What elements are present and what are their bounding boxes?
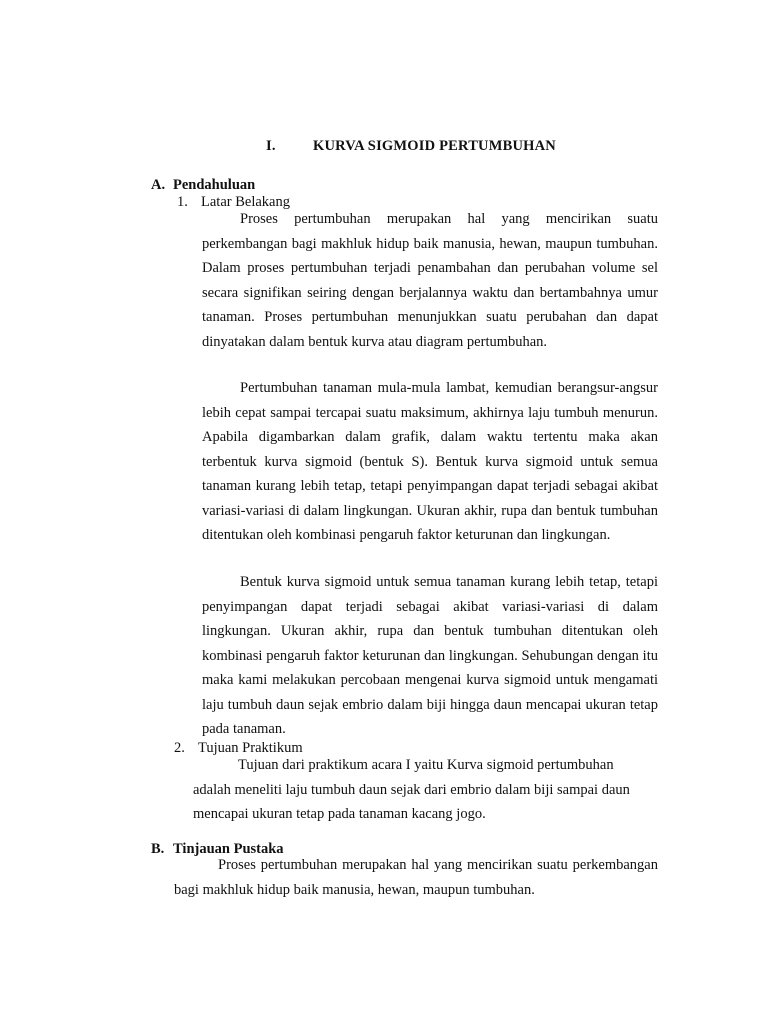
subsection-2-label: 2. <box>174 740 185 756</box>
paragraph-latar-2: Pertumbuhan tanaman mula-mula lambat, kemudian berangsur-angsur lebih cepat sampai tercapai suatu maksimum, akhirnya laju tumbuh menurun. Apabila digambarkan dalam grafik, dalam waktu tertentu maka akan terbentuk kurva sigmoid (bentuk S). Bentuk kurva sigmoid untuk semua tanaman kurang lebih tetap, tetapi penyimpangan dapat terjadi sebagai akibat variasi-variasi di dalam lingkungan. Ukuran akhir, rupa dan bentuk tumbuhan ditentukan oleh kombinasi pengaruh faktor keturunan dan lingkungan. <box>202 380 658 543</box>
subsection-1-label: 1. <box>177 194 188 210</box>
paragraph-tujuan: Tujuan dari praktikum acara I yaitu Kurva sigmoid pertumbuhan adalah meneliti laju tumbuh daun sejak dari embrio dalam biji sampai daun mencapai ukuran tetap pada tanaman kacang jogo. <box>193 757 630 822</box>
paragraph-latar-3: Bentuk kurva sigmoid untuk semua tanaman kurang lebih tetap, tetapi penyimpangan dapat terjadi sebagai akibat variasi-variasi di dalam lingkungan. Ukuran akhir, rupa dan bentuk tumbuhan ditentukan oleh kombinasi pengaruh faktor keturunan dan lingkungan. Sehubungan dengan itu maka kami melakukan percobaan mengenai kurva sigmoid untuk mengamati laju tumbuh daun sejak embrio dalam biji hingga daun mencapai ukuran tetap pada tanaman. <box>202 574 658 737</box>
subsection-2-title: Tujuan Praktikum <box>198 740 303 756</box>
subsection-1-title: Latar Belakang <box>201 194 290 210</box>
chapter-title-text: KURVA SIGMOID PERTUMBUHAN <box>313 138 556 154</box>
paragraph-latar-1: Proses pertumbuhan merupakan hal yang mencirikan suatu perkembangan bagi makhluk hidup baik manusia, hewan, maupun tumbuhan. Dalam proses pertumbuhan terjadi penambahan dan perubahan volume sel secara signifikan seiring dengan berjalannya waktu dan bertambahnya umur tanaman. Proses pertumbuhan menunjukkan suatu perubahan dan dapat dinyatakan dalam bentuk kurva atau diagram pertumbuhan. <box>202 211 658 350</box>
chapter-number: I. <box>266 138 276 154</box>
section-a-title: Pendahuluan <box>173 177 256 193</box>
section-b-title: Tinjauan Pustaka <box>173 841 284 857</box>
section-b-label: B. <box>151 841 165 857</box>
section-a-heading <box>151 177 255 194</box>
section-a-label: A. <box>151 177 166 193</box>
paragraph-tinjauan-1: Proses pertumbuhan merupakan hal yang mencirikan suatu perkembangan bagi makhluk hidup baik manusia, hewan, maupun tumbuhan. <box>174 857 658 898</box>
